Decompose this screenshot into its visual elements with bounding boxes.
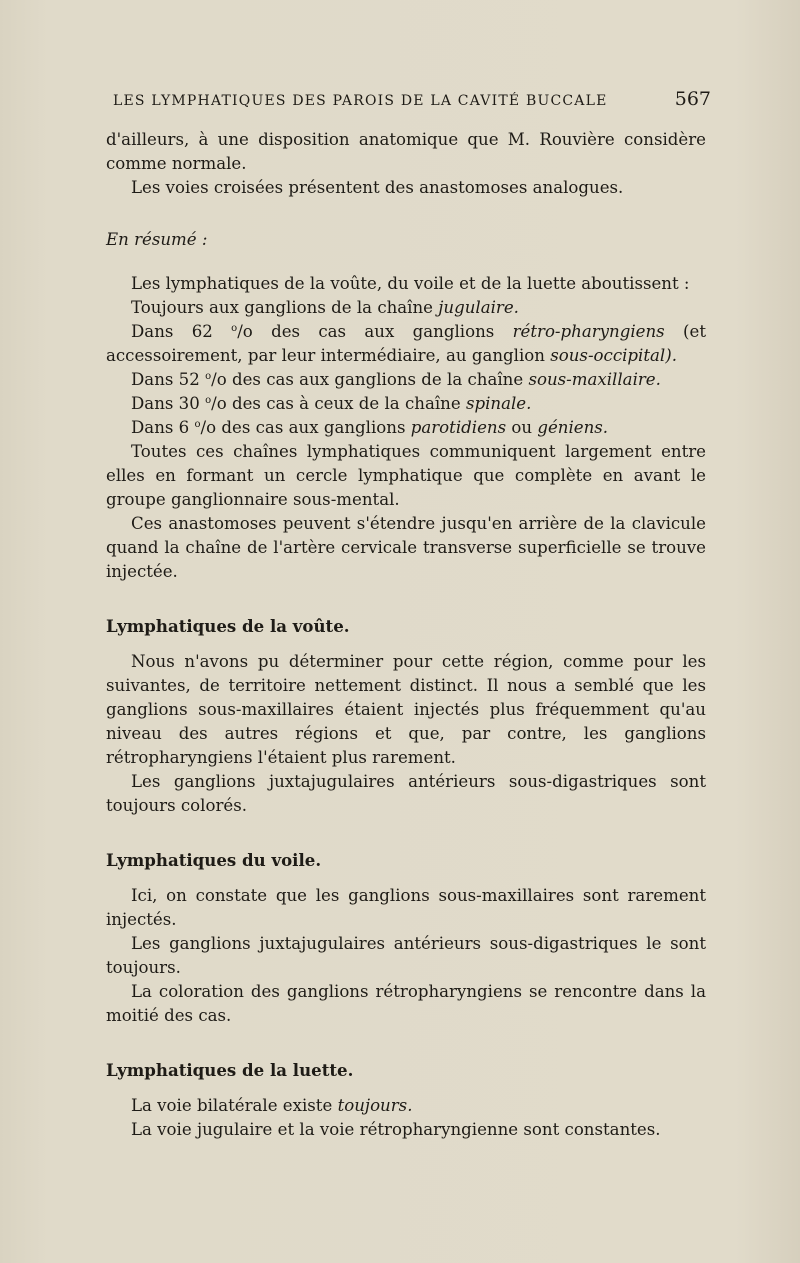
summary-paragraph-2: Toujours aux ganglions de la chaîne jugulaire. bbox=[131, 298, 519, 317]
luette-paragraph-1: La voie bilatérale existe toujours. bbox=[131, 1096, 413, 1115]
page-body bbox=[106, 128, 706, 1142]
summary-label: En résumé : bbox=[106, 230, 208, 249]
summary-paragraph-8: Ces anastomoses peuvent s'étendre jusqu'en arrière de la clavicule quand la chaîne de l'artère cervicale transverse superficielle se trouve injectée. bbox=[106, 514, 706, 581]
summary-paragraph-3: Dans 62 $^o$/o des cas aux ganglions rétro-pharyngiens (et accessoirement, par leur intermédiaire, au ganglion sous-occipital). bbox=[106, 322, 706, 365]
voute-paragraph-1: Nous n'avons pu déterminer pour cette région, comme pour les suivantes, de territoire nettement distinct. Il nous a semblé que les ganglions sous-maxillaires étaient injectés plus fréquemment qu'au niveau des autres régions et que, par contre, les ganglions rétropharyngiens l'étaient plus rarement. bbox=[106, 652, 706, 767]
voile-paragraph-3: La coloration des ganglions rétropharyngiens se rencontre dans la moitié des cas. bbox=[106, 982, 706, 1025]
page-number: 567 bbox=[674, 88, 711, 110]
voute-paragraph-2: Les ganglions juxtajugulaires antérieurs sous-digastriques sont toujours colorés. bbox=[106, 772, 706, 815]
section-heading-luette: Lymphatiques de la luette. bbox=[106, 1060, 354, 1080]
voile-paragraph-1: Ici, on constate que les ganglions sous-maxillaires sont rarement injectés. bbox=[106, 886, 706, 929]
luette-paragraph-2: La voie jugulaire et la voie rétropharyngienne sont constantes. bbox=[131, 1120, 661, 1139]
section-heading-voile: Lymphatiques du voile. bbox=[106, 850, 322, 870]
summary-paragraph-7: Toutes ces chaînes lymphatiques communiquent largement entre elles en formant un cercle lymphatique que complète en avant le groupe ganglionnaire sous-mental. bbox=[106, 442, 706, 509]
intro-paragraph-2: Les voies croisées présentent des anastomoses analogues. bbox=[131, 178, 624, 197]
voile-paragraph-2: Les ganglions juxtajugulaires antérieurs sous-digastriques le sont toujours. bbox=[106, 934, 706, 977]
summary-paragraph-5: Dans 30 $^o$/o des cas à ceux de la chaîne spinale. bbox=[131, 394, 532, 413]
intro-paragraph-1: d'ailleurs, à une disposition anatomique que M. Rouvière considère comme normale. bbox=[106, 130, 706, 173]
summary-paragraph-4: Dans 52 $^o$/o des cas aux ganglions de la chaîne sous-maxillaire. bbox=[131, 370, 661, 389]
section-heading-voute: Lymphatiques de la voûte. bbox=[106, 616, 350, 636]
summary-paragraph-6: Dans 6 $^o$/o des cas aux ganglions parotidiens ou géniens. bbox=[131, 418, 609, 437]
summary-paragraph-1: Les lymphatiques de la voûte, du voile et de la luette aboutissent : bbox=[131, 274, 690, 293]
running-title: LES LYMPHATIQUES DES PAROIS DE LA CAVITÉ BUCCALE bbox=[113, 93, 608, 109]
running-header bbox=[113, 88, 711, 114]
